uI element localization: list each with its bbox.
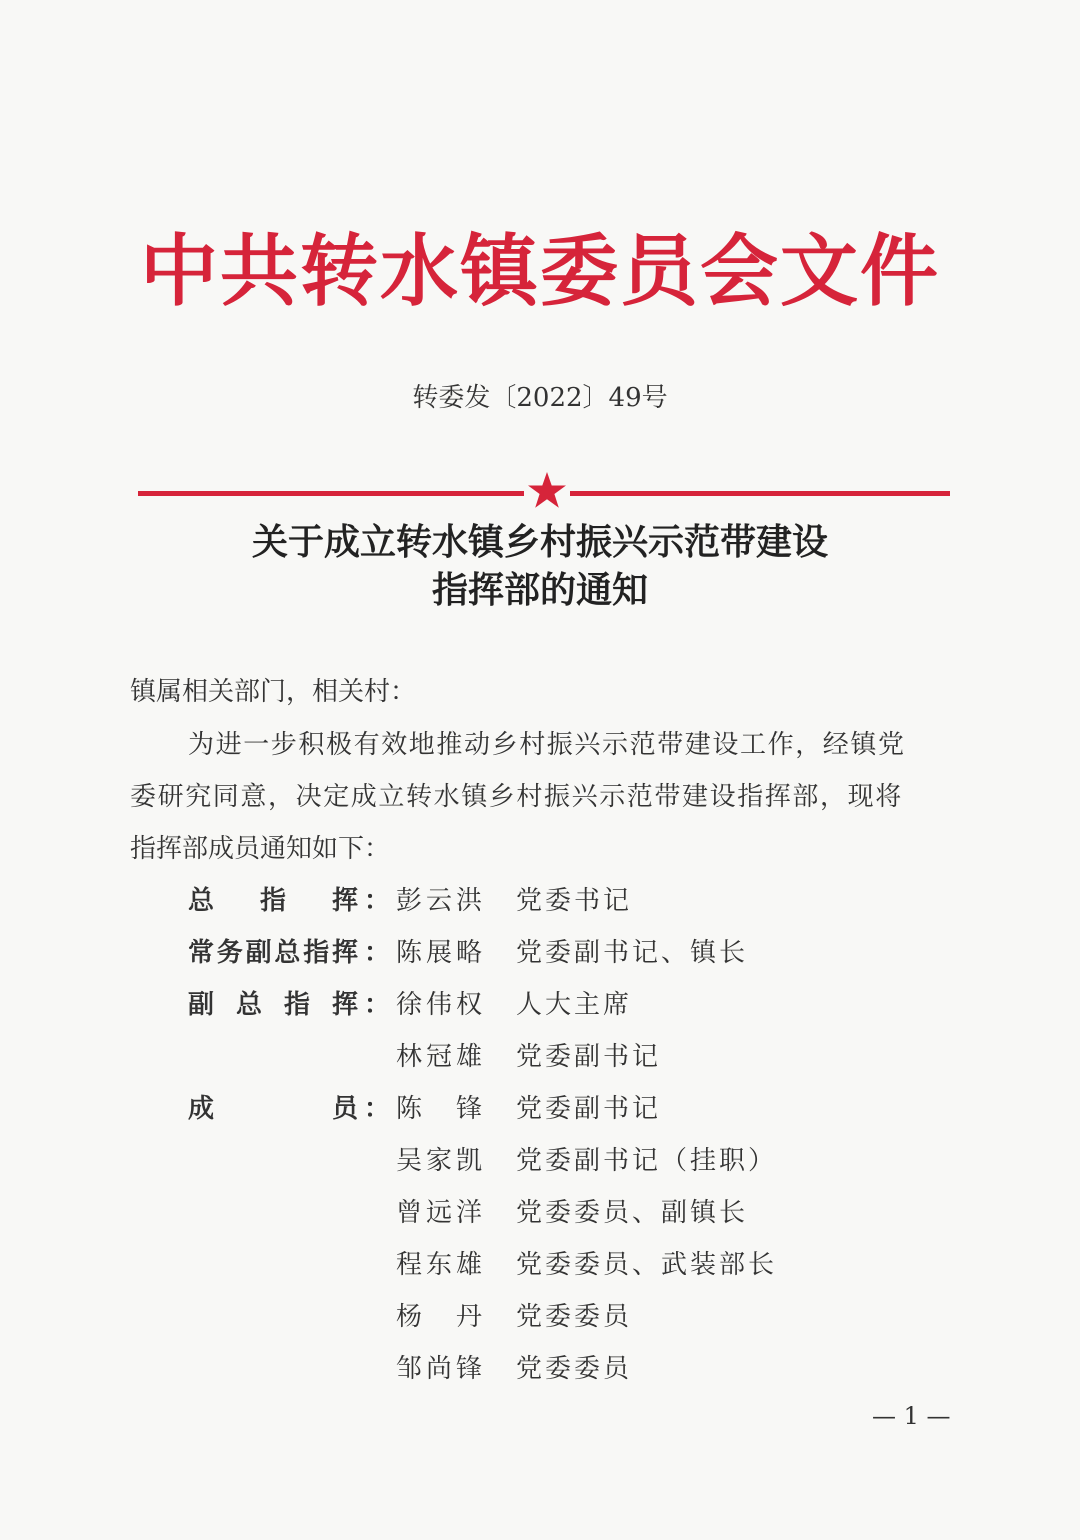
red-divider-left [138,491,524,496]
member-role-label: 常 务 副 总 指 挥 [188,938,358,968]
member-title: 党委副书记、镇长 [516,938,749,968]
page-number: — 1 — [872,1402,951,1430]
member-name: 程 东 雄 [396,1250,482,1280]
member-role-label: 副 总 指 挥 [188,990,358,1020]
member-role-colon: ： [364,990,391,1020]
member-title: 党委委员 [516,1302,633,1332]
red-divider-right [570,491,950,496]
org-header-title: 中共转水镇委员会文件 [139,227,940,317]
member-role-colon: ： [364,1094,391,1124]
member-name: 徐 伟 权 [396,990,482,1020]
notice-title-line-2: 指挥部的通知 [431,569,648,611]
body-paragraph-line-3: 指挥部成员通知如下： [130,834,391,864]
member-role-label: 成 员 [188,1094,358,1124]
member-name: 陈 展 略 [396,938,482,968]
salutation: 镇属相关部门，相关村： [130,677,417,707]
member-title: 人大主席 [516,990,633,1020]
member-name: 林 冠 雄 [396,1042,482,1072]
star-icon [527,470,567,510]
document-number: 转委发〔2022〕49号 [412,383,668,413]
member-name: 曾 远 洋 [396,1198,482,1228]
body-paragraph-line-1: 为进一步积极有效地推动乡村振兴示范带建设工作，经镇党 [188,730,906,760]
member-title: 党委委员、武装部长 [516,1250,778,1280]
member-role-label: 总 指 挥 [188,886,358,916]
member-title: 党委副书记 [516,1042,662,1072]
member-title: 党委委员 [516,1354,633,1384]
member-title: 党委书记 [516,886,633,916]
member-name: 邹 尚 锋 [396,1354,482,1384]
member-name: 吴 家 凯 [396,1146,482,1176]
member-role-colon: ： [364,938,391,968]
member-name: 彭 云 洪 [396,886,482,916]
member-role-colon: ： [364,886,391,916]
member-title: 党委委员、副镇长 [516,1198,749,1228]
member-name: 陈 锋 [396,1094,482,1124]
member-title: 党委副书记（挂职） [516,1146,778,1176]
body-paragraph-line-2: 委研究同意，决定成立转水镇乡村振兴示范带建设指挥部，现将 [130,782,903,812]
member-title: 党委副书记 [516,1094,662,1124]
member-name: 杨 丹 [396,1302,482,1332]
notice-title-line-1: 关于成立转水镇乡村振兴示范带建设 [251,521,828,563]
